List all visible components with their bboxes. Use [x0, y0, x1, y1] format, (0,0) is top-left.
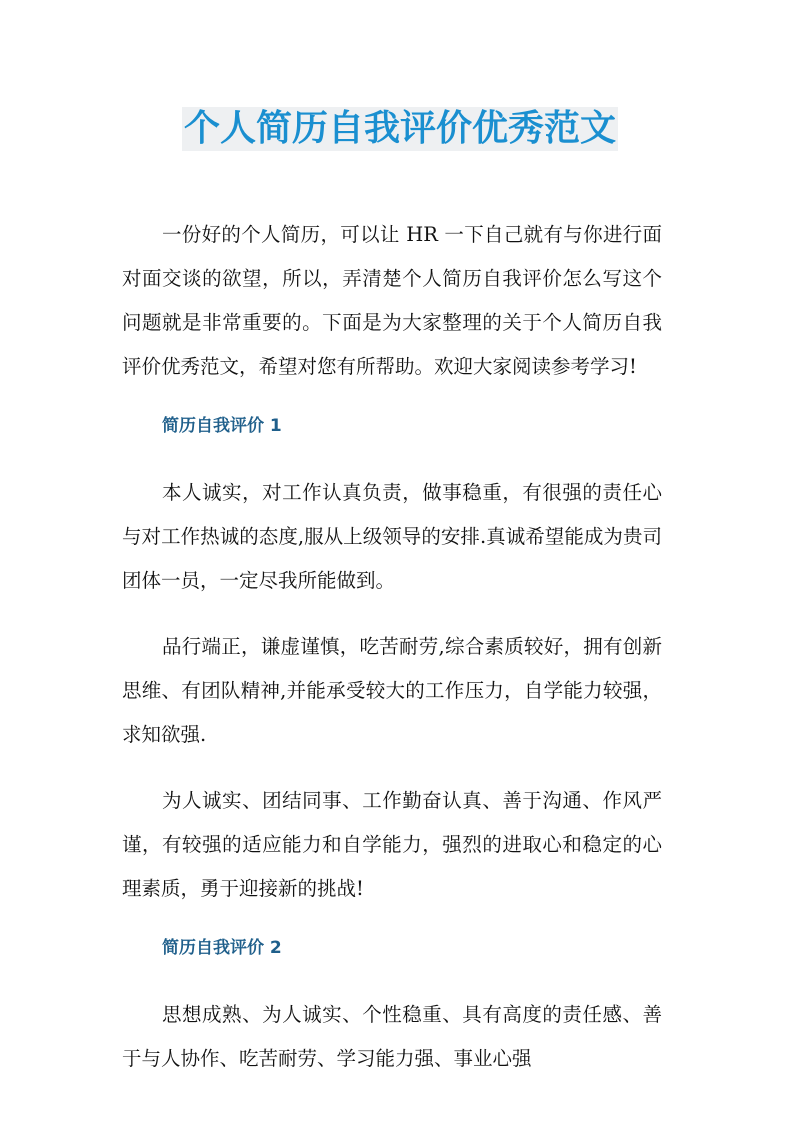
page-title: 个人简历自我评价优秀范文	[183, 108, 616, 149]
section-heading-2: 简历自我评价 2	[162, 938, 282, 958]
section-1-paragraph-1: 本人诚实，对工作认真负责，做事稳重，有很强的责任心与对工作热诚的态度,服从上级领导的安排.真诚希望能成为贵司团体一员，一定尽我所能做到。	[122, 481, 662, 592]
document-body	[122, 213, 662, 1103]
section-2-paragraph-1: 思想成熟、为人诚实、个性稳重、具有高度的责任感、善于与人协作、吃苦耐劳、学习能力强、事业心强	[122, 1003, 662, 1070]
section-1-paragraph-3: 为人诚实、团结同事、工作勤奋认真、善于沟通、作风严谨，有较强的适应能力和自学能力，强烈的进取心和稳定的心理素质，勇于迎接新的挑战!	[122, 789, 662, 900]
section-1-paragraph-2: 品行端正，谦虚谨慎，吃苦耐劳,综合素质较好，拥有创新思维、有团队精神,并能承受较大的工作压力，自学能力较强，求知欲强.	[122, 635, 662, 746]
intro-paragraph: 一份好的个人简历，可以让 HR 一下自己就有与你进行面对面交谈的欲望，所以，弄清楚个人简历自我评价怎么写这个问题就是非常重要的。下面是为大家整理的关于个人简历自我评价优秀范文，希望对您有所帮助。欢迎大家阅读参考学习!	[122, 223, 662, 378]
title-container	[0, 107, 800, 151]
section-heading-1: 简历自我评价 1	[162, 416, 282, 436]
